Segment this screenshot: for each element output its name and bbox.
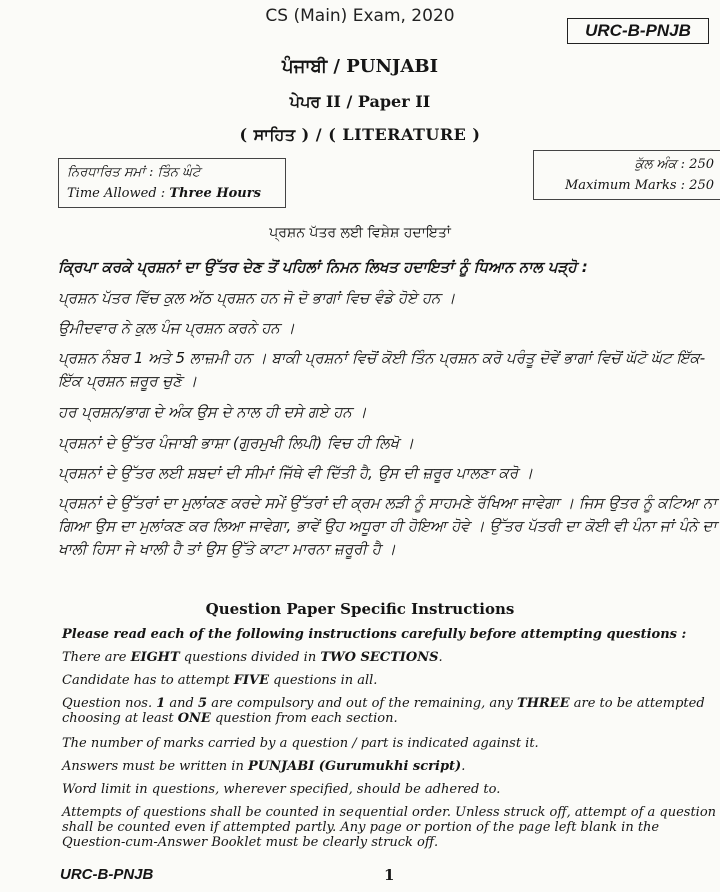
punjabi-instruction-item: ਪ੍ਰਸ਼ਨਾਂ ਦੇ ਉੱਤਰਾਂ ਦਾ ਮੁਲਾਂਕਣ ਕਰਦੇ ਸਮੇਂ ਉੱਤਰਾਂ ਦੀ ਕ੍ਰਮ ਲੜੀ ਨੂੰ ਸਾਹਮਣੇ ਰੱਖਿਆ ਜਾਵੇਗਾ । ਜਿਸ ਉਤਰ ਨੂੰ ਕਟਿਆ ਨਾ ਗਿਆ ਉਸ ਦਾ ਮੁਲਾਂਕਣ ਕਰ ਲਿਆ ਜਾਵੇਗਾ, ਭਾਵੇਂ ਉਹ ਅਧੂਰਾ ਹੀ ਹੋਇਆ ਹੋਵੇ । ਉੱਤਰ ਪੱਤਰੀ ਦਾ ਕੋਈ ਵੀ ਪੰਨਾ ਜਾਂ ਪੰਨੇ ਦਾ ਖਾਲੀ ਹਿਸਾ ਜੇ ਖਾਲੀ ਹੈ ਤਾਂ ਉਸ ਉੱਤੇ ਕਾਟਾ ਮਾਰਨਾ ਜ਼ਰੂਰੀ ਹੈ । <box>58 494 717 558</box>
punjabi-instruction-item: ਪ੍ਰਸ਼ਨਾਂ ਦੇ ਉੱਤਰ ਪੰਜਾਬੀ ਭਾਸ਼ਾ (ਗੁਰਮੁਖੀ ਲਿਪੀ) ਵਿਚ ਹੀ ਲਿਖੋ । <box>58 434 414 452</box>
exam-title: CS (Main) Exam, 2020 <box>265 6 455 26</box>
english-instruction-item: Word limit in questions, wherever specified, should be adhered to. <box>62 782 501 797</box>
punjabi-instruction-item: ਪ੍ਰਸ਼ਨ ਪੱਤਰ ਵਿੱਚ ਕੁਲ ਅੱਠ ਪ੍ਰਸ਼ਨ ਹਨ ਜੋ ਦੋ ਭਾਗਾਂ ਵਿਚ ਵੰਡੇ ਹੋਏ ਹਨ । <box>58 289 456 307</box>
punjabi-instruction-item: ਪ੍ਰਸ਼ਨਾਂ ਦੇ ਉੱਤਰ ਲਈ ਸ਼ਬਦਾਂ ਦੀ ਸੀਮਾਂ ਜਿੱਥੇ ਵੀ ਦਿੱਤੀ ਹੈ, ਉਸ ਦੀ ਜ਼ਰੂਰ ਪਾਲਣਾ ਕਰੋ । <box>58 464 533 482</box>
english-instruction-item: There are EIGHT questions divided in TWO SECTIONS. <box>62 650 443 665</box>
punjabi-instruction-item: ਪ੍ਰਸ਼ਨ ਨੰਬਰ 1 ਅਤੇ 5 ਲਾਜ਼ਮੀ ਹਨ । ਬਾਕੀ ਪ੍ਰਸ਼ਨਾਂ ਵਿਚੋਂ ਕੋਈ ਤਿੰਨ ਪ੍ਰਸ਼ਨ ਕਰੋ ਪਰੰਤੂ ਦੋਵੇਂ ਭਾਗਾਂ ਵਿਚੋਂ ਘੱਟੋ ਘੱਟ ਇੱਕ-ਇੱਕ ਪ੍ਰਸ਼ਨ ਜ਼ਰੂਰ ਚੁਣੋ । <box>58 349 706 390</box>
time-allowed-punjabi: ਨਿਰਧਾਰਿਤ ਸਮਾਂ : ਤਿੰਨ ਘੰਟੇ <box>67 165 201 180</box>
punjabi-instructions-lead: ਕ੍ਰਿਪਾ ਕਰਕੇ ਪ੍ਰਸ਼ਨਾਂ ਦਾ ਉੱਤਰ ਦੇਣ ਤੋਂ ਪਹਿਲਾਂ ਨਿਮਨ ਲਿਖਤ ਹਦਾਇਤਾਂ ਨੂੰ ਧਿਆਨ ਨਾਲ ਪੜ੍ਹੋ : <box>58 258 588 276</box>
punjabi-instructions-title: ਪ੍ਰਸ਼ਨ ਪੱਤਰ ਲਈ ਵਿਸ਼ੇਸ਼ ਹਦਾਇਤਾਂ <box>269 225 451 241</box>
maximum-marks-english: Maximum Marks : 250 <box>565 178 714 193</box>
time-allowed-english <box>67 183 277 204</box>
english-instructions-title: Question Paper Specific Instructions <box>205 600 515 618</box>
punjabi-instruction-item: ਹਰ ਪ੍ਰਸ਼ਨ/ਭਾਗ ਦੇ ਅੰਕ ਉਸ ਦੇ ਨਾਲ ਹੀ ਦਸੇ ਗਏ ਹਨ । <box>58 403 367 421</box>
time-allowed-label: Time Allowed : <box>67 186 166 201</box>
paper-code-box: URC-B-PNJB <box>567 18 709 44</box>
english-instruction-item: Candidate has to attempt FIVE questions in all. <box>62 673 378 688</box>
english-instructions-lead: Please read each of the following instructions carefully before attempting questions : <box>62 627 687 642</box>
punjabi-instruction-item: ਉਮੀਦਵਾਰ ਨੇ ਕੁਲ ਪੰਜ ਪ੍ਰਸ਼ਨ ਕਰਨੇ ਹਨ । <box>58 319 295 337</box>
english-instruction-item: Answers must be written in PUNJABI (Gurumukhi script). <box>62 759 466 774</box>
paper-number: ਪੇਪਰ II / Paper II <box>289 92 431 111</box>
footer-paper-code: URC-B-PNJB <box>60 866 154 883</box>
time-allowed-box <box>58 158 286 208</box>
time-allowed-value: Three Hours <box>169 186 261 201</box>
page-number: 1 <box>384 866 395 884</box>
english-instruction-item: The number of marks carried by a question / part is indicated against it. <box>62 736 539 751</box>
english-instruction-item: Attempts of questions shall be counted in sequential order. Unless struck off, attempt of a question shall be counted even if attempted partly. Any page or portion of the page left blank in the Question-cum-Answer Booklet must be clearly struck off. <box>62 805 717 850</box>
subject-title: ਪੰਜਾਬੀ / PUNJABI <box>281 56 439 77</box>
english-instruction-item: Question nos. 1 and 5 are compulsory and out of the remaining, any THREE are to be attempted choosing at least ONE question from each section. <box>62 696 705 726</box>
section-title: ( ਸਾਹਿਤ ) / ( LITERATURE ) <box>239 125 481 144</box>
maximum-marks-box <box>533 150 720 200</box>
maximum-marks-punjabi: ਕੁੱਲ ਅੰਕ : 250 <box>634 157 714 172</box>
